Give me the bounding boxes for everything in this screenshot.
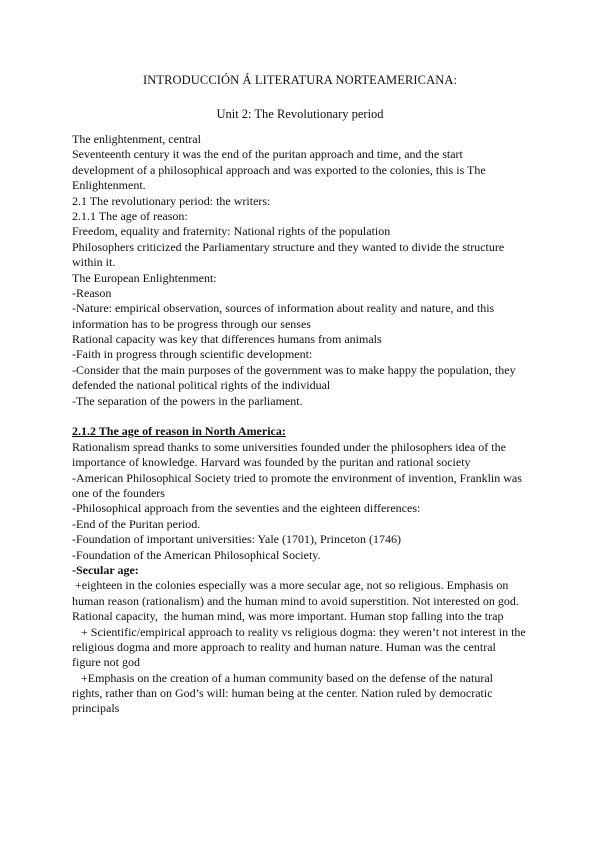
- text-line: human reason (rationalism) and the human mind to avoid superstition. Not interested on god.: [72, 593, 519, 608]
- text-line: 2.1 The revolutionary period: the writers:: [72, 193, 271, 208]
- text-line: Philosophers criticized the Parliamentary structure and they wanted to divide the structure: [72, 239, 505, 254]
- text-line: -Foundation of the American Philosophical Society.: [72, 547, 321, 562]
- text-line: 2.1.1 The age of reason:: [72, 208, 188, 223]
- text-line: -Consider that the main purposes of the government was to make happy the population, they: [72, 362, 516, 377]
- text-line: Enlightenment.: [72, 178, 146, 193]
- text-line: importance of knowledge. Harvard was founded by the puritan and rational society: [72, 455, 471, 470]
- text-line: Seventeenth century it was the end of the puritan approach and time, and the start: [72, 147, 463, 162]
- text-line: -Nature: empirical observation, sources of information about reality and nature, and this: [72, 301, 495, 316]
- text-line: one of the founders: [72, 485, 165, 500]
- text-line: Rational capacity was key that differences humans from animals: [72, 332, 382, 347]
- bold-text-line: -Secular age:: [72, 562, 139, 577]
- text-line: +Emphasis on the creation of a human community based on the defense of the natural: [72, 670, 493, 685]
- text-line: religious dogma and more approach to reality and human nature. Human was the central: [72, 639, 496, 654]
- text-line: [72, 409, 542, 424]
- text-line: -Philosophical approach from the seventies and the eighteen differences:: [72, 501, 421, 516]
- text-line: -American Philosophical Society tried to promote the environment of invention, Franklin was: [72, 470, 522, 485]
- text-line: Rationalism spread thanks to some universities founded under the philosophers idea of the: [72, 439, 506, 454]
- text-line: figure not god: [72, 655, 140, 670]
- text-line: + Scientific/empirical approach to reality vs religious dogma: they weren’t not interest in the: [72, 624, 526, 639]
- text-line: The European Enlightenment:: [72, 270, 217, 285]
- document-title: INTRODUCCIÓN Á LITERATURA NORTEAMERICANA:: [142, 73, 458, 87]
- text-line: +eighteen in the colonies especially was a more secular age, not so religious. Emphasis on: [72, 578, 509, 593]
- text-line: Freedom, equality and fraternity: National rights of the population: [72, 224, 391, 239]
- text-line: Rational capacity, the human mind, was more important. Human stop falling into the trap: [72, 609, 504, 624]
- text-line: defended the national political rights of the individual: [72, 378, 331, 393]
- text-line: within it.: [72, 255, 116, 270]
- text-line: The enlightenment, central: [72, 132, 201, 146]
- text-line: -Foundation of important universities: Yale (1701), Princeton (1746): [72, 532, 401, 547]
- text-line: -Faith in progress through scientific development:: [72, 347, 313, 362]
- document-body: [72, 132, 542, 717]
- text-line: -The separation of the powers in the parliament.: [72, 393, 303, 408]
- text-line: development of a philosophical approach and was exported to the colonies, this is The: [72, 162, 486, 177]
- text-line: -End of the Puritan period.: [72, 516, 201, 531]
- text-line: -Reason: [72, 285, 112, 300]
- text-line: information has to be progress through our senses: [72, 316, 311, 331]
- unit-heading: Unit 2: The Revolutionary period: [216, 107, 384, 121]
- section-heading: 2.1.2 The age of reason in North America:: [72, 424, 286, 439]
- text-line: rights, rather than on God’s will: human being at the center. Nation ruled by democratic: [72, 686, 493, 701]
- text-line: principals: [72, 701, 120, 716]
